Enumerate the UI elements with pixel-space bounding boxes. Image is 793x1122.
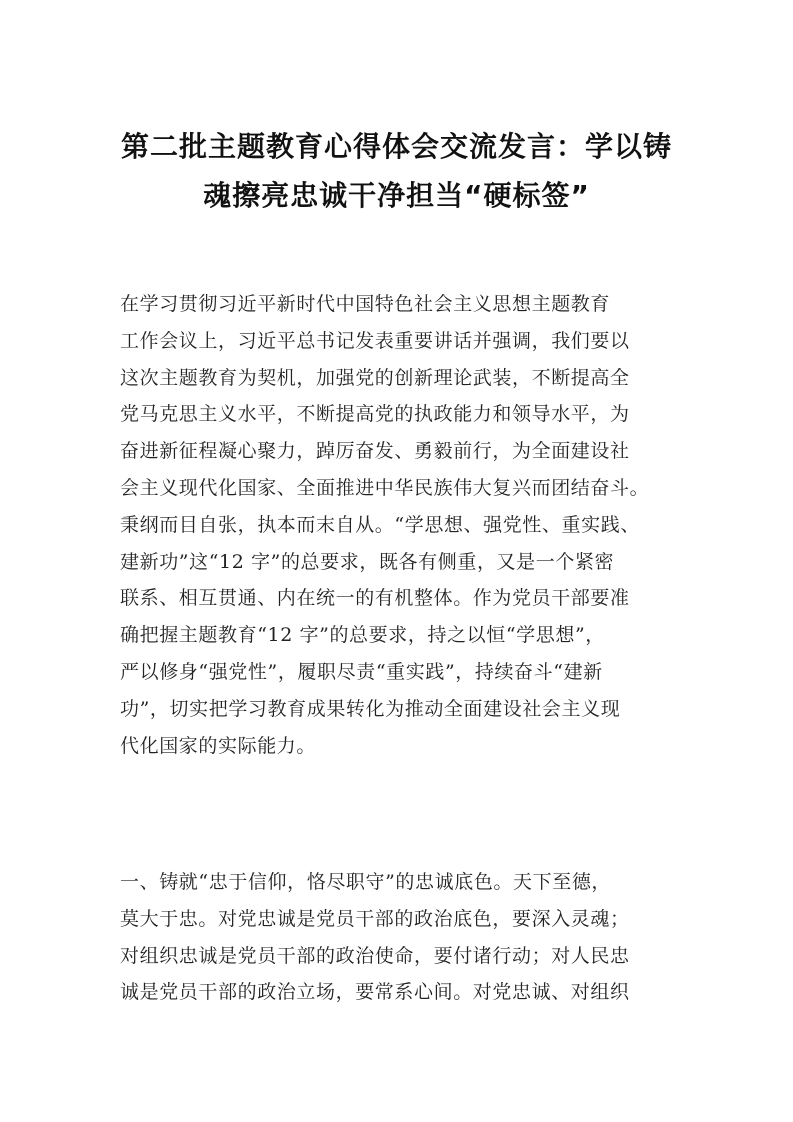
paragraph-line: 功”，切实把学习教育成果转化为推动全面建设社会主义现	[120, 697, 621, 720]
paragraph-line: 这次主题教育为契机，加强党的创新理论武装，不断提高全	[120, 366, 630, 389]
body-paragraph	[120, 864, 700, 1011]
paragraph-line: 一、铸就“忠于信仰，恪尽职守”的忠诚底色。天下至德，	[120, 871, 612, 893]
paragraph-line: 秉纲而目自张，执本而末自从。“学思想、强党性、重实践、	[120, 513, 640, 536]
document-title	[60, 122, 733, 220]
title-line: 魂擦亮忠诚干净担当“硬标签”	[203, 179, 590, 212]
paragraph-line: 奋进新征程凝心聚力，踔厉奋发、勇毅前行，为全面建设社	[120, 440, 630, 463]
paragraph-line: 严以修身“强党性”，履职尽责“重实践”，持续奋斗“建新	[120, 660, 603, 683]
body-paragraph	[120, 286, 700, 764]
paragraph-line: 代化国家的实际能力。	[120, 734, 317, 757]
paragraph-line: 工作会议上，习近平总书记发表重要讲话并强调，我们要以	[120, 329, 630, 352]
paragraph-line: 联系、相互贯通、内在统一的有机整体。作为党员干部要准	[120, 587, 630, 610]
paragraph-line: 诚是党员干部的政治立场，要常系心间。对党忠诚、对组织	[120, 981, 630, 1004]
paragraph-line: 莫大于忠。对党忠诚是党员干部的政治底色，要深入灵魂；	[120, 907, 630, 930]
paragraph-line: 对组织忠诚是党员干部的政治使命，要付诸行动；对人民忠	[120, 944, 630, 967]
paragraph-line: 会主义现代化国家、全面推进中华民族伟大复兴而团结奋斗。	[120, 476, 650, 499]
paragraph-line: 确把握主题教育“12 字”的总要求，持之以恒“学思想”，	[120, 624, 605, 647]
title-line: 第二批主题教育心得体会交流发言：学以铸	[120, 130, 672, 163]
paragraph-line: 建新功”这“12 字”的总要求，既各有侧重，又是一个紧密	[120, 550, 615, 573]
paragraph-line: 党马克思主义水平，不断提高党的执政能力和领导水平，为	[120, 403, 630, 426]
paragraph-line: 在学习贯彻习近平新时代中国特色社会主义思想主题教育	[120, 293, 611, 315]
